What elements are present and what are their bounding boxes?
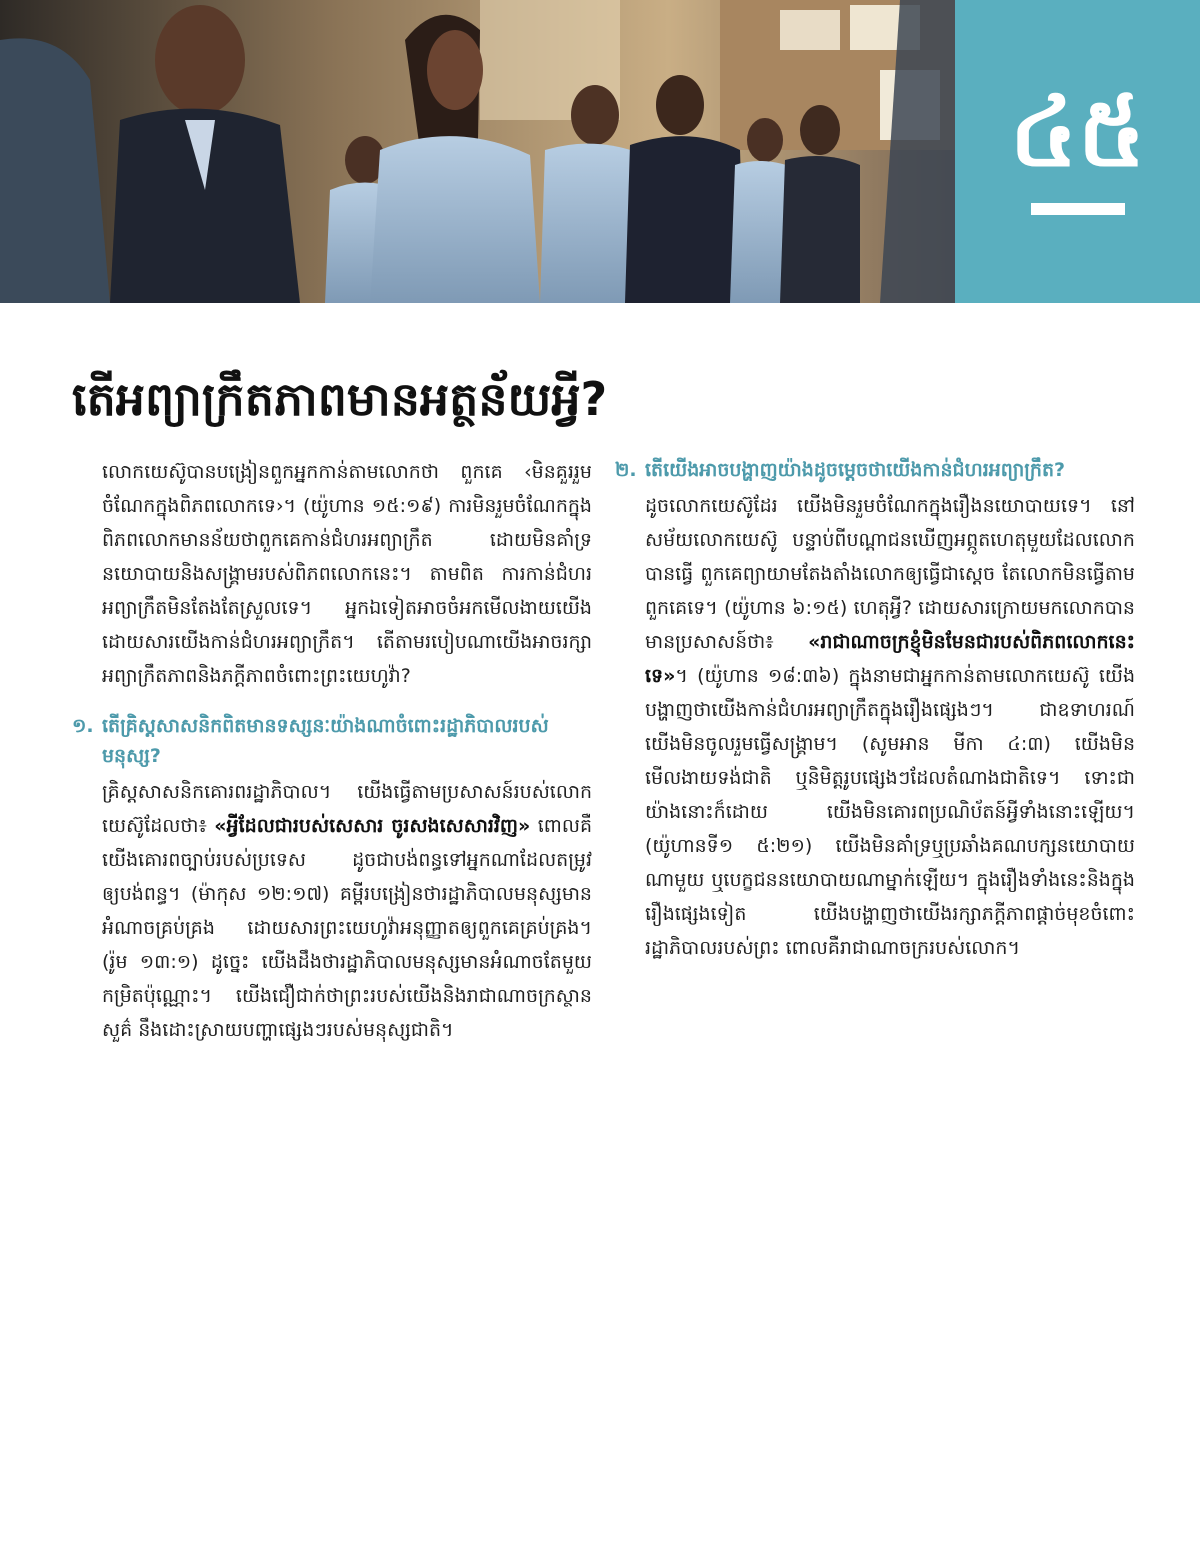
- intro-paragraph: លោកយេស៊ូបានបង្រៀនពួកអ្នកកាន់តាមលោកថា ពួកគេ ‹មិនគួររួមចំណែកក្នុងពិភពលោកទេ›។ (យ៉ូហាន ១៥:១៩) ការមិនរួមចំណែកក្នុងពិភពលោកមានន័យថាពួកគេកាន់ជំហរអព្យាក្រឹត ដោយមិនគាំទ្រនយោបាយនិងសង្គ្រាមរបស់ពិភពលោកនេះ។ តាមពិត ការកាន់ជំហរអព្យាក្រឹតមិនតែងតែស្រួលទេ។ អ្នកឯទៀតអាចចំអកមើលងាយយើង ដោយសារយើងកាន់ជំហរអព្យាក្រឹត។ តើតាមរបៀបណាយើងអាចរក្សាអព្យាក្រឹតភាពនិងភក្ដីភាពចំពោះព្រះយេហូវ៉ា?: [102, 461, 592, 687]
- section-2-answer-text-cont: ។ (យ៉ូហាន ១៨:៣៦) ក្នុងនាមជាអ្នកកាន់តាមលោកយេស៊ូ យើងបង្ហាញថាយើងកាន់ជំហរអព្យាក្រឹតក្នុងរឿងផ្សេងៗ។ ជាឧទាហរណ៍ យើងមិនចូលរួមធ្វើសង្គ្រាម។ (សូមអាន មីកា ៤:៣) យើងមិនមើលងាយទង់ជាតិ ឬនិមិត្តរូបផ្សេងៗដែលតំណាងជាតិទេ។ ទោះជាយ៉ាងនោះក៏ដោយ យើងមិនគោរពប្រណិប័តន៍អ្វីទាំងនោះឡើយ។ (យ៉ូហានទី១ ៥:២១) យើងមិនគាំទ្រឬប្រឆាំងគណបក្សនយោបាយណាមួយ ឬបេក្ខជននយោបាយណាម្នាក់ឡើយ។ ក្នុងរឿងទាំងនេះនិងក្នុងរឿងផ្សេងទៀត យើងបង្ហាញថាយើងរក្សាភក្ដីភាពផ្ដាច់មុខចំពោះរដ្ឋាភិបាលរបស់ព្រះ ពោលគឺរាជាណាចក្ររបស់លោក។: [645, 665, 1135, 959]
- central-student: [370, 136, 540, 303]
- section-1-answer-text-cont: ពោលគឺយើងគោរពច្បាប់របស់ប្រទេស ដូចជាបង់ពន្ធទៅអ្នកណាដែលតម្រូវឲ្យបង់ពន្ធ។ (ម៉ាកុស ១២:១៧) គម្ពីរបង្រៀនថារដ្ឋាភិបាលមនុស្សមានអំណាចគ្រប់គ្រង ដោយសារព្រះយេហូវ៉ាអនុញ្ញាតឲ្យពួកគេគ្រប់គ្រង។ (រ៉ូម ១៣:១) ដូច្នេះ យើងដឹងថារដ្ឋាភិបាលមនុស្សមានអំណាចតែមួយកម្រិតប៉ុណ្ណោះ។ យើងជឿជាក់ថាព្រះរបស់យើងនិងរាជាណាចក្រស្ថានសួគ៌ នឹងដោះស្រាយបញ្ហាផ្សេងៗរបស់មនុស្សជាតិ។: [102, 815, 592, 1041]
- lesson-number-box: [955, 0, 1200, 303]
- section-2-number: ២.: [615, 459, 637, 481]
- section-1-heading: [72, 711, 592, 771]
- lesson-number-underline: [1031, 203, 1125, 215]
- lesson-number: ៤៥: [1009, 76, 1146, 188]
- section-2-answer-text: ដូចលោកយេស៊ូដែរ យើងមិនរួមចំណែកក្នុងរឿងនយោបាយទេ។ នៅសម័យលោកយេស៊ូ បន្ទាប់ពីបណ្ដាជនឃើញអព្ភូតហេតុមួយដែលលោកបានធ្វើ ពួកគេព្យាយាមតែងតាំងលោកឲ្យធ្វើជាស្ដេច តែលោកមិនធ្វើតាមពួកគេទេ។ (យ៉ូហាន ៦:១៥) ហេតុអ្វី? ដោយសារក្រោយមកលោកបានមានប្រសាសន៍ថា៖: [645, 495, 1135, 653]
- section-2-answer: [645, 489, 1135, 965]
- central-student-head: [427, 30, 483, 110]
- left-column: [72, 455, 592, 1047]
- section-1-answer: [102, 775, 592, 1047]
- section-1-number: ១.: [72, 715, 94, 737]
- page-title: តើអព្យាក្រឹតភាពមានអត្ថន័យអ្វី?: [72, 371, 608, 426]
- section-2-question: តើយើងអាចបង្ហាញយ៉ាងដូចម្ដេចថាយើងកាន់ជំហរអព្យាក្រឹត?: [645, 459, 1066, 481]
- section-2-heading: [615, 455, 1135, 485]
- section-2-answer-quote: «រាជាណាចក្រខ្ញុំមិនមែនជារបស់ពិភពលោកនេះទេ»: [645, 631, 1135, 687]
- section-1-answer-text: គ្រិស្តសាសនិកគោរពរដ្ឋាភិបាល។ យើងធ្វើតាមប្រសាសន៍របស់លោកយេស៊ូដែលថា៖: [102, 781, 592, 837]
- section-1-answer-quote: «អ្វីដែលជារបស់សេសារ ចូរសងសេសារវិញ»: [214, 815, 531, 837]
- section-1-question: តើគ្រិស្តសាសនិកពិតមានទស្សនៈយ៉ាងណាចំពោះរដ្ឋាភិបាលរបស់មនុស្ស?: [102, 715, 549, 767]
- hero-photo: [0, 0, 955, 303]
- classroom-illustration: [0, 0, 955, 303]
- right-column: [615, 455, 1135, 965]
